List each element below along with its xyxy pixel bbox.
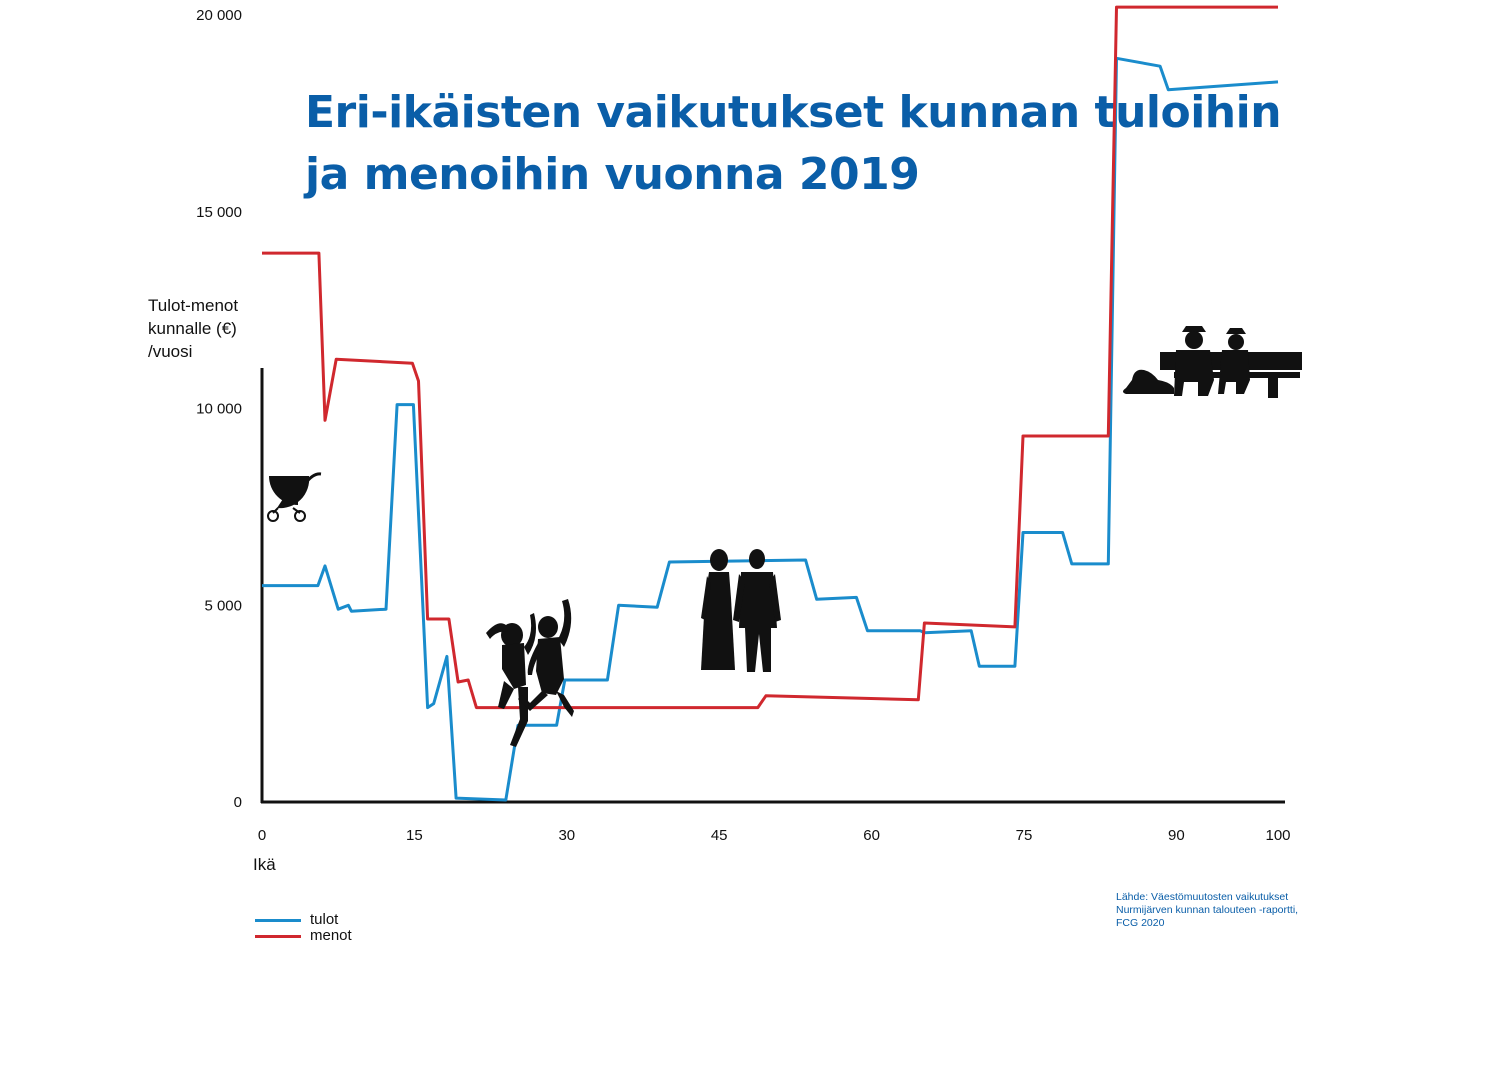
source-note-line-2: Nurmijärven kunnan talouteen -raportti, xyxy=(1116,904,1299,916)
legend-label-tulot: tulot xyxy=(310,911,339,928)
x-tick-label: 100 xyxy=(1265,827,1291,844)
pram-icon xyxy=(268,474,321,521)
chart-title-line-1: Eri-ikäisten vaikutukset kunnan tuloihin xyxy=(305,87,1282,138)
chart-title-line-2: ja menoihin vuonna 2019 xyxy=(305,149,920,200)
legend-swatch-menot xyxy=(255,935,301,938)
y-tick-label: 15 000 xyxy=(196,203,242,221)
source-note-line-3: FCG 2020 xyxy=(1116,917,1165,929)
y-axis-label-line-1: Tulot-menot xyxy=(148,296,239,315)
y-tick-label: 0 xyxy=(233,794,242,811)
y-axis-label-line-2: kunnalle (€) xyxy=(148,319,237,338)
source-note-line-1: Lähde: Väestömuutosten vaikutukset xyxy=(1116,891,1289,903)
x-tick-label: 45 xyxy=(710,827,728,844)
x-tick-label: 75 xyxy=(1015,827,1033,844)
couple-icon xyxy=(701,549,781,672)
source-note xyxy=(1116,891,1356,930)
y-tick-label: 10 000 xyxy=(196,400,242,418)
x-tick-label: 90 xyxy=(1168,827,1185,844)
legend-label-menot: menot xyxy=(310,927,352,944)
x-tick-label: 15 xyxy=(406,827,423,844)
y-tick-label: 5 000 xyxy=(204,597,242,615)
series-lines xyxy=(262,7,1278,800)
x-tick-labels xyxy=(258,827,1291,844)
x-tick-label: 0 xyxy=(257,827,267,844)
x-axis-label: Ikä xyxy=(253,855,276,874)
y-tick-label: 20 000 xyxy=(196,7,242,24)
legend-swatch-tulot xyxy=(255,919,301,922)
y-tick-labels xyxy=(196,7,242,811)
elderly-bench-icon xyxy=(1123,326,1302,398)
series-line-tulot xyxy=(262,58,1278,800)
y-axis-label-line-3: /vuosi xyxy=(148,342,193,361)
x-tick-label: 60 xyxy=(863,827,880,844)
x-tick-label: 30 xyxy=(558,827,576,844)
